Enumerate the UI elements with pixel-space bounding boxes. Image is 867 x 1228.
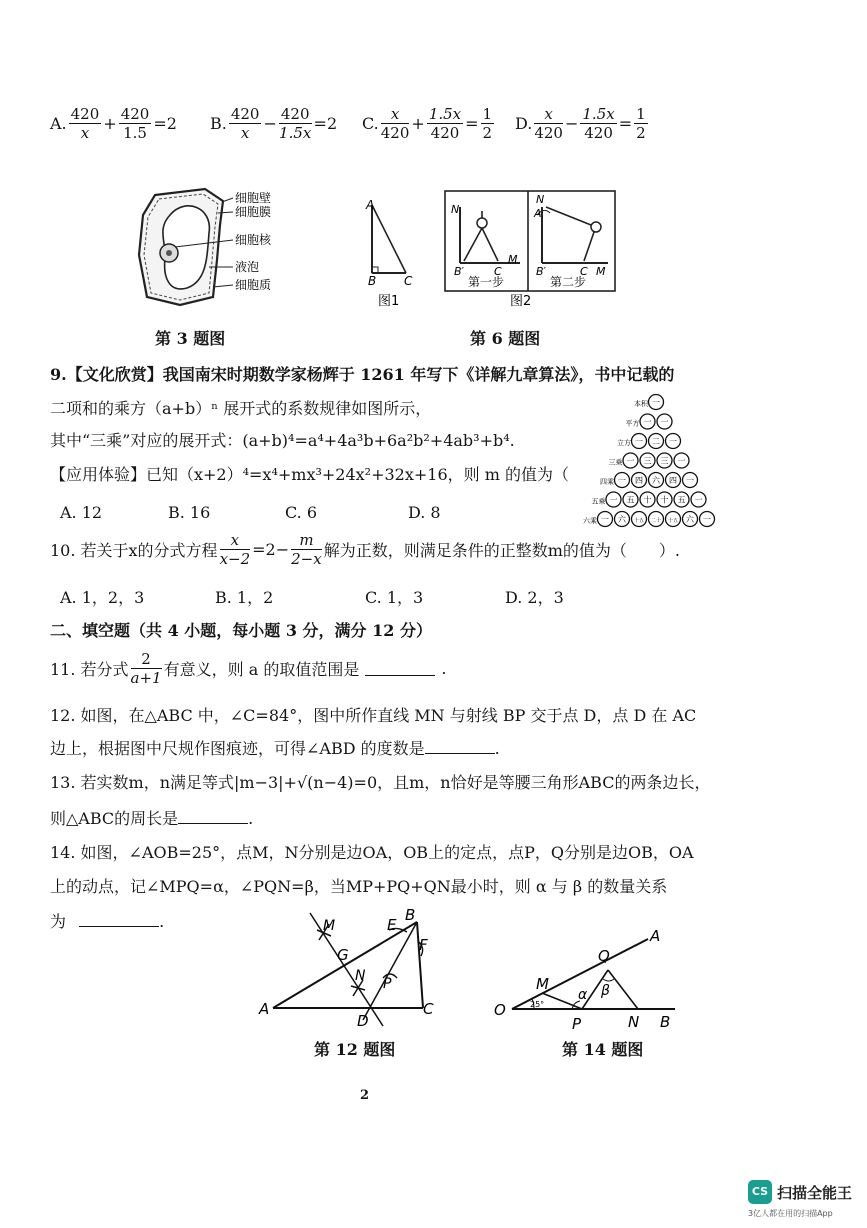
numerator: x: [534, 105, 563, 124]
numerator: m: [291, 531, 322, 550]
numerator: 1.5x: [582, 104, 615, 123]
triangle-value: 十: [660, 495, 669, 505]
numerator: 2: [131, 650, 162, 669]
q12-line1: 12. 如图，在△ABC 中，∠C=84°，图中所作直线 MN 与射线 BP 交于点 D，点 D 在 AC: [50, 706, 697, 725]
fig2-pt-a2: A: [534, 207, 542, 220]
fig2-pt-n2: N: [536, 193, 545, 206]
triangle-value: 十五: [667, 518, 679, 524]
operator: −: [263, 113, 277, 133]
page-number: 2: [360, 1088, 370, 1103]
triangle-row-label: 立方: [617, 439, 631, 447]
q9-line1: 9.【文化欣赏】我国南宋时期数学家杨辉于 1261 年写下《详解九章算法》，书中记载的: [50, 365, 675, 384]
q12-pt-e: E: [387, 916, 397, 934]
q14-pt-m: M: [536, 975, 549, 993]
numerator: 1: [482, 104, 493, 123]
q14-angle-label: 25°: [530, 1000, 545, 1009]
triangle-value: 一: [652, 398, 660, 407]
triangle-value: 一: [618, 476, 626, 485]
q13-text-a: 13. 若实数m，n满足等式: [50, 773, 235, 792]
q9-option-a: A. 12: [60, 503, 103, 522]
triangle-value: 四: [669, 476, 677, 485]
q13-text-c: ，且m，n恰好是等腰三角形ABC的两条边长，: [377, 773, 711, 792]
triangle-value: 四: [635, 476, 643, 485]
q13-equation: |m−3|+√(n−4)=0: [234, 773, 378, 792]
triangle-value: 六: [618, 515, 626, 524]
denominator: 420: [534, 123, 563, 142]
q14-beta: β: [601, 983, 610, 999]
fraction: [291, 531, 322, 568]
triangle-value: 一: [626, 456, 635, 466]
numerator: x: [220, 531, 251, 550]
option-label: C.: [362, 113, 379, 133]
option-label: D.: [515, 113, 533, 133]
fig2-pt-m1: M: [508, 253, 518, 266]
q14-alpha: α: [578, 987, 588, 1003]
q10-question: [50, 528, 680, 570]
fraction: [229, 105, 262, 142]
q9-line3: 其中“三乘”对应的展开式：(a+b)⁴=a⁴+4a³b+6a²b²+4ab³+b⁴.: [50, 431, 515, 450]
denominator: x: [80, 123, 90, 142]
fig-q14-caption: 第 14 题图: [562, 1040, 644, 1059]
q8-option-b: [210, 100, 337, 146]
q10-mid: =2−: [252, 539, 290, 559]
q12-pt-a: A: [259, 1000, 270, 1018]
section-2-heading: 二、填空题（共 4 小题，每小题 3 分，满分 12 分）: [50, 621, 432, 640]
q12-pt-g: G: [337, 946, 349, 964]
q14-pt-n: N: [628, 1013, 640, 1031]
fig2-pt-m2: M: [596, 265, 606, 278]
fig-q14-diagram: [490, 925, 690, 1035]
denominator: 2: [482, 123, 493, 142]
q14-line1: 14. 如图，∠AOB=25°，点M，N分别是边OA，OB上的定点，点P，Q分别是边OB，OA: [50, 843, 694, 862]
q13-line1: [50, 770, 710, 793]
q10-option-b: B. 1，2: [215, 588, 274, 607]
q14-pt-a: A: [650, 927, 661, 945]
q11-prefix: 11. 若分式: [50, 659, 129, 679]
fig2-pt-c2: C: [580, 265, 588, 278]
q8-option-d: [515, 100, 650, 146]
q14-line3-wrap: [50, 909, 164, 932]
q10-option-a: A. 1，2，3: [60, 588, 145, 607]
q13-end: .: [248, 809, 254, 828]
fraction: [634, 105, 648, 142]
q12-end: .: [494, 739, 500, 758]
cell-label-nucleus: 细胞核: [235, 233, 272, 247]
triangle-value: 二十: [650, 518, 662, 524]
cell-label-wall: 细胞壁: [235, 191, 272, 205]
q12-pt-p: P: [383, 976, 392, 992]
scanner-watermark: [748, 1180, 866, 1226]
fig-q3-caption: 第 3 题图: [155, 329, 226, 348]
option-label: A.: [50, 113, 67, 133]
q13-line2: 则△ABC的周长是: [50, 809, 179, 828]
q12-pt-m: M: [323, 918, 336, 934]
numerator: x: [381, 105, 410, 124]
scanner-app-name: 扫描全能王: [777, 1184, 853, 1202]
fig2-pt-b2: B′: [536, 265, 547, 278]
triangle-row-label: 平方: [625, 419, 640, 428]
triangle-row-label: 本积: [634, 400, 648, 408]
q10-option-c: C. 1，3: [365, 588, 424, 607]
q12-pt-f: F: [419, 936, 428, 954]
triangle-value: 一: [609, 495, 618, 505]
q11-answer-blank[interactable]: [365, 661, 435, 676]
fig1-pt-a: A: [366, 198, 375, 212]
q14-pt-b: B: [660, 1013, 671, 1031]
cell-label-membrane: 细胞膜: [235, 205, 272, 219]
q14-pt-p: P: [572, 1015, 582, 1033]
fig1-pt-b: B: [368, 274, 377, 288]
denominator: 1.5: [123, 123, 147, 142]
denominator: 1.5x: [279, 123, 312, 142]
triangle-value: 五: [677, 495, 686, 505]
operator: +: [103, 113, 117, 133]
equals: =: [618, 113, 633, 133]
q13-answer-blank[interactable]: [178, 809, 248, 824]
denominator: x−2: [219, 549, 251, 568]
q8-option-c: [362, 100, 496, 146]
triangle-value: 三: [660, 456, 669, 466]
q10-suffix: 解为正数，则满足条件的正整数m的值为（ ）.: [323, 540, 680, 560]
q12-answer-blank[interactable]: [425, 739, 495, 754]
q10-prefix: 10. 若关于x的分式方程: [50, 540, 218, 560]
q14-pt-q: Q: [598, 947, 610, 965]
yanghui-triangle: [570, 390, 730, 535]
triangle-value: 一: [703, 515, 711, 524]
fraction: [69, 105, 102, 142]
fraction: [119, 105, 152, 142]
scanner-tagline: 3亿人都在用的扫描App: [748, 1209, 833, 1218]
fraction: [481, 105, 495, 142]
q12-pt-c: C: [423, 1000, 434, 1018]
triangle-value: 十五: [633, 518, 645, 524]
fig-q6-caption: 第 6 题图: [470, 329, 541, 348]
q13-line2-wrap: [50, 806, 253, 829]
fig1-label: 图1: [378, 294, 400, 309]
fraction: [220, 531, 251, 568]
q12-pt-b: B: [405, 908, 416, 924]
triangle-row-label: 六乘: [583, 517, 597, 525]
fig1-pt-c: C: [404, 274, 413, 288]
fraction: [580, 105, 616, 142]
q14-answer-blank[interactable]: [79, 912, 159, 927]
operator: +: [411, 113, 425, 133]
q9-line2: 二项和的乘方（a+b）ⁿ 展开式的系数规律如图所示，: [50, 399, 432, 418]
fig2-pt-c1: C: [494, 265, 502, 278]
q14-pt-o: O: [494, 1001, 506, 1019]
fig2-step1: 第一步: [468, 275, 505, 289]
fig2-pt-n1: N: [451, 203, 460, 216]
q11-end: .: [441, 658, 447, 678]
triangle-row-label: 三乘: [608, 458, 623, 467]
numerator: 420: [230, 104, 260, 123]
fraction: [534, 105, 563, 142]
q12-pt-n: N: [355, 968, 366, 984]
fig-q12-caption: 第 12 题图: [314, 1040, 396, 1059]
denominator: 420: [380, 123, 410, 142]
fraction: [279, 105, 312, 142]
triangle-value: 一: [601, 515, 609, 524]
q14-end: .: [159, 912, 165, 931]
denominator: 2−x: [291, 549, 322, 568]
denominator: x: [240, 123, 250, 142]
q9-option-b: B. 16: [168, 503, 211, 522]
fraction: [131, 650, 162, 687]
denominator: 420: [584, 123, 613, 142]
triangle-value: 一: [660, 417, 669, 427]
triangle-value: 五: [626, 495, 635, 505]
q12-line2-wrap: [50, 736, 500, 759]
triangle-value: 六: [652, 476, 660, 485]
cell-label-vacuole: 液泡: [235, 260, 260, 274]
q9-option-d: D. 8: [408, 503, 441, 522]
q9-line4: 【应用体验】已知（x+2）⁴=x⁴+mx³+24x²+32x+16，则 m 的值为（: [50, 465, 569, 484]
numerator: 1: [636, 104, 646, 123]
option-label: B.: [210, 113, 227, 133]
q8-option-a: [50, 100, 177, 146]
q14-line2: 上的动点，记∠MPQ=α，∠PQN=β，当MP+PQ+QN最小时，则 α 与 β 的数量关系: [50, 877, 668, 896]
q10-option-d: D. 2，3: [505, 588, 564, 607]
equals: =: [465, 113, 479, 133]
fig2-pt-b1: B′: [454, 265, 465, 278]
triangle-value: 六: [686, 515, 694, 524]
triangle-value: 一: [643, 417, 652, 427]
rhs: =2: [313, 113, 338, 133]
numerator: 420: [70, 104, 100, 123]
triangle-row-label: 五乘: [591, 497, 606, 506]
numerator: 420: [280, 104, 310, 123]
triangle-value: 一: [694, 495, 703, 505]
q12-pt-d: D: [357, 1012, 369, 1030]
rhs: =2: [153, 113, 177, 133]
denominator: a+1: [130, 668, 162, 687]
fig2-step2: 第二步: [550, 275, 587, 289]
numerator: 420: [120, 104, 150, 123]
denominator: 420: [430, 123, 460, 142]
cell-figure: [125, 185, 315, 315]
denominator: 2: [636, 123, 646, 142]
fraction: [427, 105, 463, 142]
triangle-row-label: 四乘: [600, 478, 614, 486]
q14-line3: 为: [50, 912, 67, 931]
triangle-value: 一: [677, 456, 686, 466]
triangle-value: 一: [686, 476, 694, 485]
fig-q12-diagram: [255, 908, 455, 1033]
fraction: [381, 105, 410, 142]
q9-option-c: C. 6: [285, 503, 318, 522]
operator: −: [564, 113, 579, 133]
numerator: 1.5x: [428, 104, 462, 123]
q12-line2: 边上，根据图中尺规作图痕迹，可得∠ABD 的度数是: [50, 739, 425, 758]
triangle-value: 三: [643, 456, 652, 466]
logo-text: CS: [751, 1185, 769, 1198]
q11-suffix: 有意义，则 a 的取值范围是: [163, 659, 360, 679]
triangle-value: 一: [635, 437, 643, 446]
q11-question: [50, 647, 446, 689]
fig-q6-diagram: [350, 185, 620, 320]
triangle-value: 一: [669, 437, 677, 446]
cell-label-cytoplasm: 细胞质: [235, 278, 272, 292]
scanner-logo-icon: [748, 1180, 772, 1204]
triangle-value: 十: [643, 495, 652, 505]
triangle-value: 二: [652, 437, 660, 446]
fig2-label: 图2: [510, 294, 532, 309]
